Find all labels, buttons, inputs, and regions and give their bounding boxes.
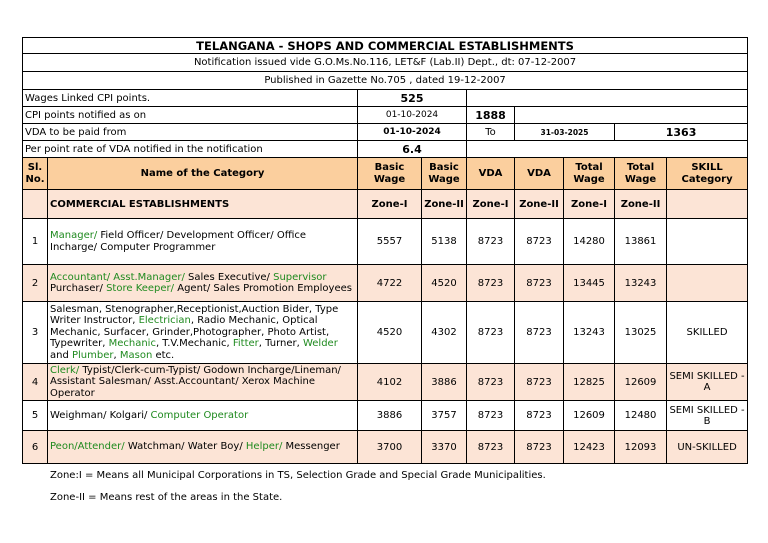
row-category-name [48,265,358,302]
row-value: 14280 [564,219,615,265]
row-value: 13861 [615,219,667,265]
row-skill: UN-SKILLED [667,431,748,464]
row-sl: 4 [23,364,48,401]
vda-to-date: 31-03-2025 [515,124,615,141]
row-value: 12609 [615,364,667,401]
row-category-name [48,401,358,431]
header-basic-zone1: Basic Wage [358,158,422,190]
row-value: 8723 [515,219,564,265]
category-text: Field Officer/ Development Officer/ Office Incharge/ Computer Programmer [50,230,307,253]
category-text: Clerk/ [50,364,80,376]
category-text: Mason [119,349,153,361]
row-sl: 6 [23,431,48,464]
row-value: 8723 [515,265,564,302]
row-value: 8723 [467,219,515,265]
wages-linked-value: 525 [358,90,467,107]
row-value: 3886 [358,401,422,431]
zone-label: Zone-II [515,190,564,219]
row-category-name [48,302,358,364]
cpi-notified-label: CPI points notified as on [23,107,358,124]
footnote-zone2: Zone-II = Means rest of the areas in the State. [50,492,283,503]
header-vda-zone2: VDA [515,158,564,190]
category-text: , Turner, [258,338,303,350]
category-text: Mechanic [108,338,156,350]
row-value: 4102 [358,364,422,401]
table-row [23,219,748,265]
vda-rate-label: Per point rate of VDA notified in the notification [23,141,358,158]
zone-label: Zone-II [422,190,467,219]
row-value: 13445 [564,265,615,302]
row-value: 12825 [564,364,615,401]
cpi-notified-date: 01-10-2024 [358,107,467,124]
row-value: 12093 [615,431,667,464]
category-text: etc. [152,349,175,361]
category-text: Store Keeper/ [106,283,175,294]
row-value: 8723 [467,302,515,364]
row-category-name [48,219,358,265]
row-value: 8723 [467,431,515,464]
category-text: , Radio Mechanic, Optical Mechanic, Surfacer, Grinder,Photographer, Photo Artist, Typewriter, [50,315,330,350]
header-sl: Sl. No. [23,158,48,190]
row-value: 3757 [422,401,467,431]
category-text: Supervisor [273,271,327,283]
row-skill [667,219,748,265]
category-text: , T.V.Mechanic, [155,338,233,350]
row-skill: SEMI SKILLED - B [667,401,748,431]
row-skill: SEMI SKILLED - A [667,364,748,401]
cpi-notified-value: 1888 [467,107,515,124]
row-value: 13243 [615,265,667,302]
category-text: Accountant/ Asst.Manager/ [50,271,185,283]
row-sl: 3 [23,302,48,364]
category-text: Weighman/ Kolgari/ [50,409,151,421]
category-text: Helper/ [245,441,283,453]
row-value: 5138 [422,219,467,265]
category-text: Watchman/ Water Boy/ [124,441,246,453]
row-value: 8723 [515,364,564,401]
row-value: 8723 [515,431,564,464]
category-text: Fitter [232,338,259,350]
row-skill [667,265,748,302]
footnote-zone1: Zone:I = Means all Municipal Corporations in TS, Selection Grade and Special Grade Municipalities. [50,470,546,481]
category-text: Typist/Clerk-cum-Typist/ Godown Incharge/Lineman/ Assistant Salesman/ Asst.Accountant/ Xerox Machine Operator [50,364,341,399]
category-text: Messenger [282,441,340,453]
row-value: 13243 [564,302,615,364]
zone-label: Zone-I [467,190,515,219]
row-value: 5557 [358,219,422,265]
row-skill: SKILLED [667,302,748,364]
category-text: Electrician [138,315,191,327]
category-text: Computer Operator [150,409,249,421]
gazette-line: Published in Gazette No.705 , dated 19-12-2007 [23,72,748,90]
row-sl: 1 [23,219,48,265]
vda-from-date: 01-10-2024 [358,124,467,141]
row-value: 12609 [564,401,615,431]
row-value: 13025 [615,302,667,364]
row-value: 4520 [358,302,422,364]
category-text: Welder [302,338,338,350]
notification-line: Notification issued vide G.O.Ms.No.116, LET&F (Lab.II) Dept., dt: 07-12-2007 [23,54,748,72]
table-row [23,265,748,302]
row-value: 12423 [564,431,615,464]
zone-label: Zone-I [564,190,615,219]
row-value: 4302 [422,302,467,364]
row-value: 8723 [467,401,515,431]
vda-to-label: To [467,124,515,141]
category-text: Peon/Attender/ [50,441,125,453]
table-row [23,401,748,431]
row-value: 8723 [467,265,515,302]
row-value: 4520 [422,265,467,302]
category-text: and [50,349,72,361]
row-value: 8723 [515,302,564,364]
row-value: 4722 [358,265,422,302]
zone-label: Zone-I [358,190,422,219]
row-sl: 2 [23,265,48,302]
category-text: Agent/ Sales Promotion Employees [174,283,352,294]
row-value: 8723 [515,401,564,431]
header-total-zone1: Total Wage [564,158,615,190]
vda-rate-value: 6.4 [358,141,467,158]
zone-label: Zone-II [615,190,667,219]
wages-linked-label: Wages Linked CPI points. [23,90,358,107]
category-text: Sales Executive/ [184,271,274,283]
row-value: 12480 [615,401,667,431]
row-sl: 5 [23,401,48,431]
header-name: Name of the Category [48,158,358,190]
vda-from-label: VDA to be paid from [23,124,358,141]
vda-points: 1363 [615,124,748,141]
row-category-name [48,431,358,464]
row-value: 3700 [358,431,422,464]
category-text: Purchaser/ [50,283,107,294]
section-label: COMMERCIAL ESTABLISHMENTS [48,190,358,219]
row-value: 8723 [467,364,515,401]
table-row [23,364,748,401]
table-row [23,302,748,364]
header-basic-zone2: Basic Wage [422,158,467,190]
document-title: TELANGANA - SHOPS AND COMMERCIAL ESTABLISHMENTS [23,38,748,54]
table-row [23,431,748,464]
header-vda-zone1: VDA [467,158,515,190]
row-value: 3370 [422,431,467,464]
category-text: Salesman, Stenographer,Receptionist,Auction Bider, Type Writer Instructor, [50,303,339,327]
header-total-zone2: Total Wage [615,158,667,190]
category-text: Plumber [72,349,114,361]
row-category-name [48,364,358,401]
header-skill: SKILL Category [667,158,748,190]
wage-table [22,37,748,464]
row-value: 3886 [422,364,467,401]
category-text: , [113,349,120,361]
category-text: Manager/ [50,230,98,241]
